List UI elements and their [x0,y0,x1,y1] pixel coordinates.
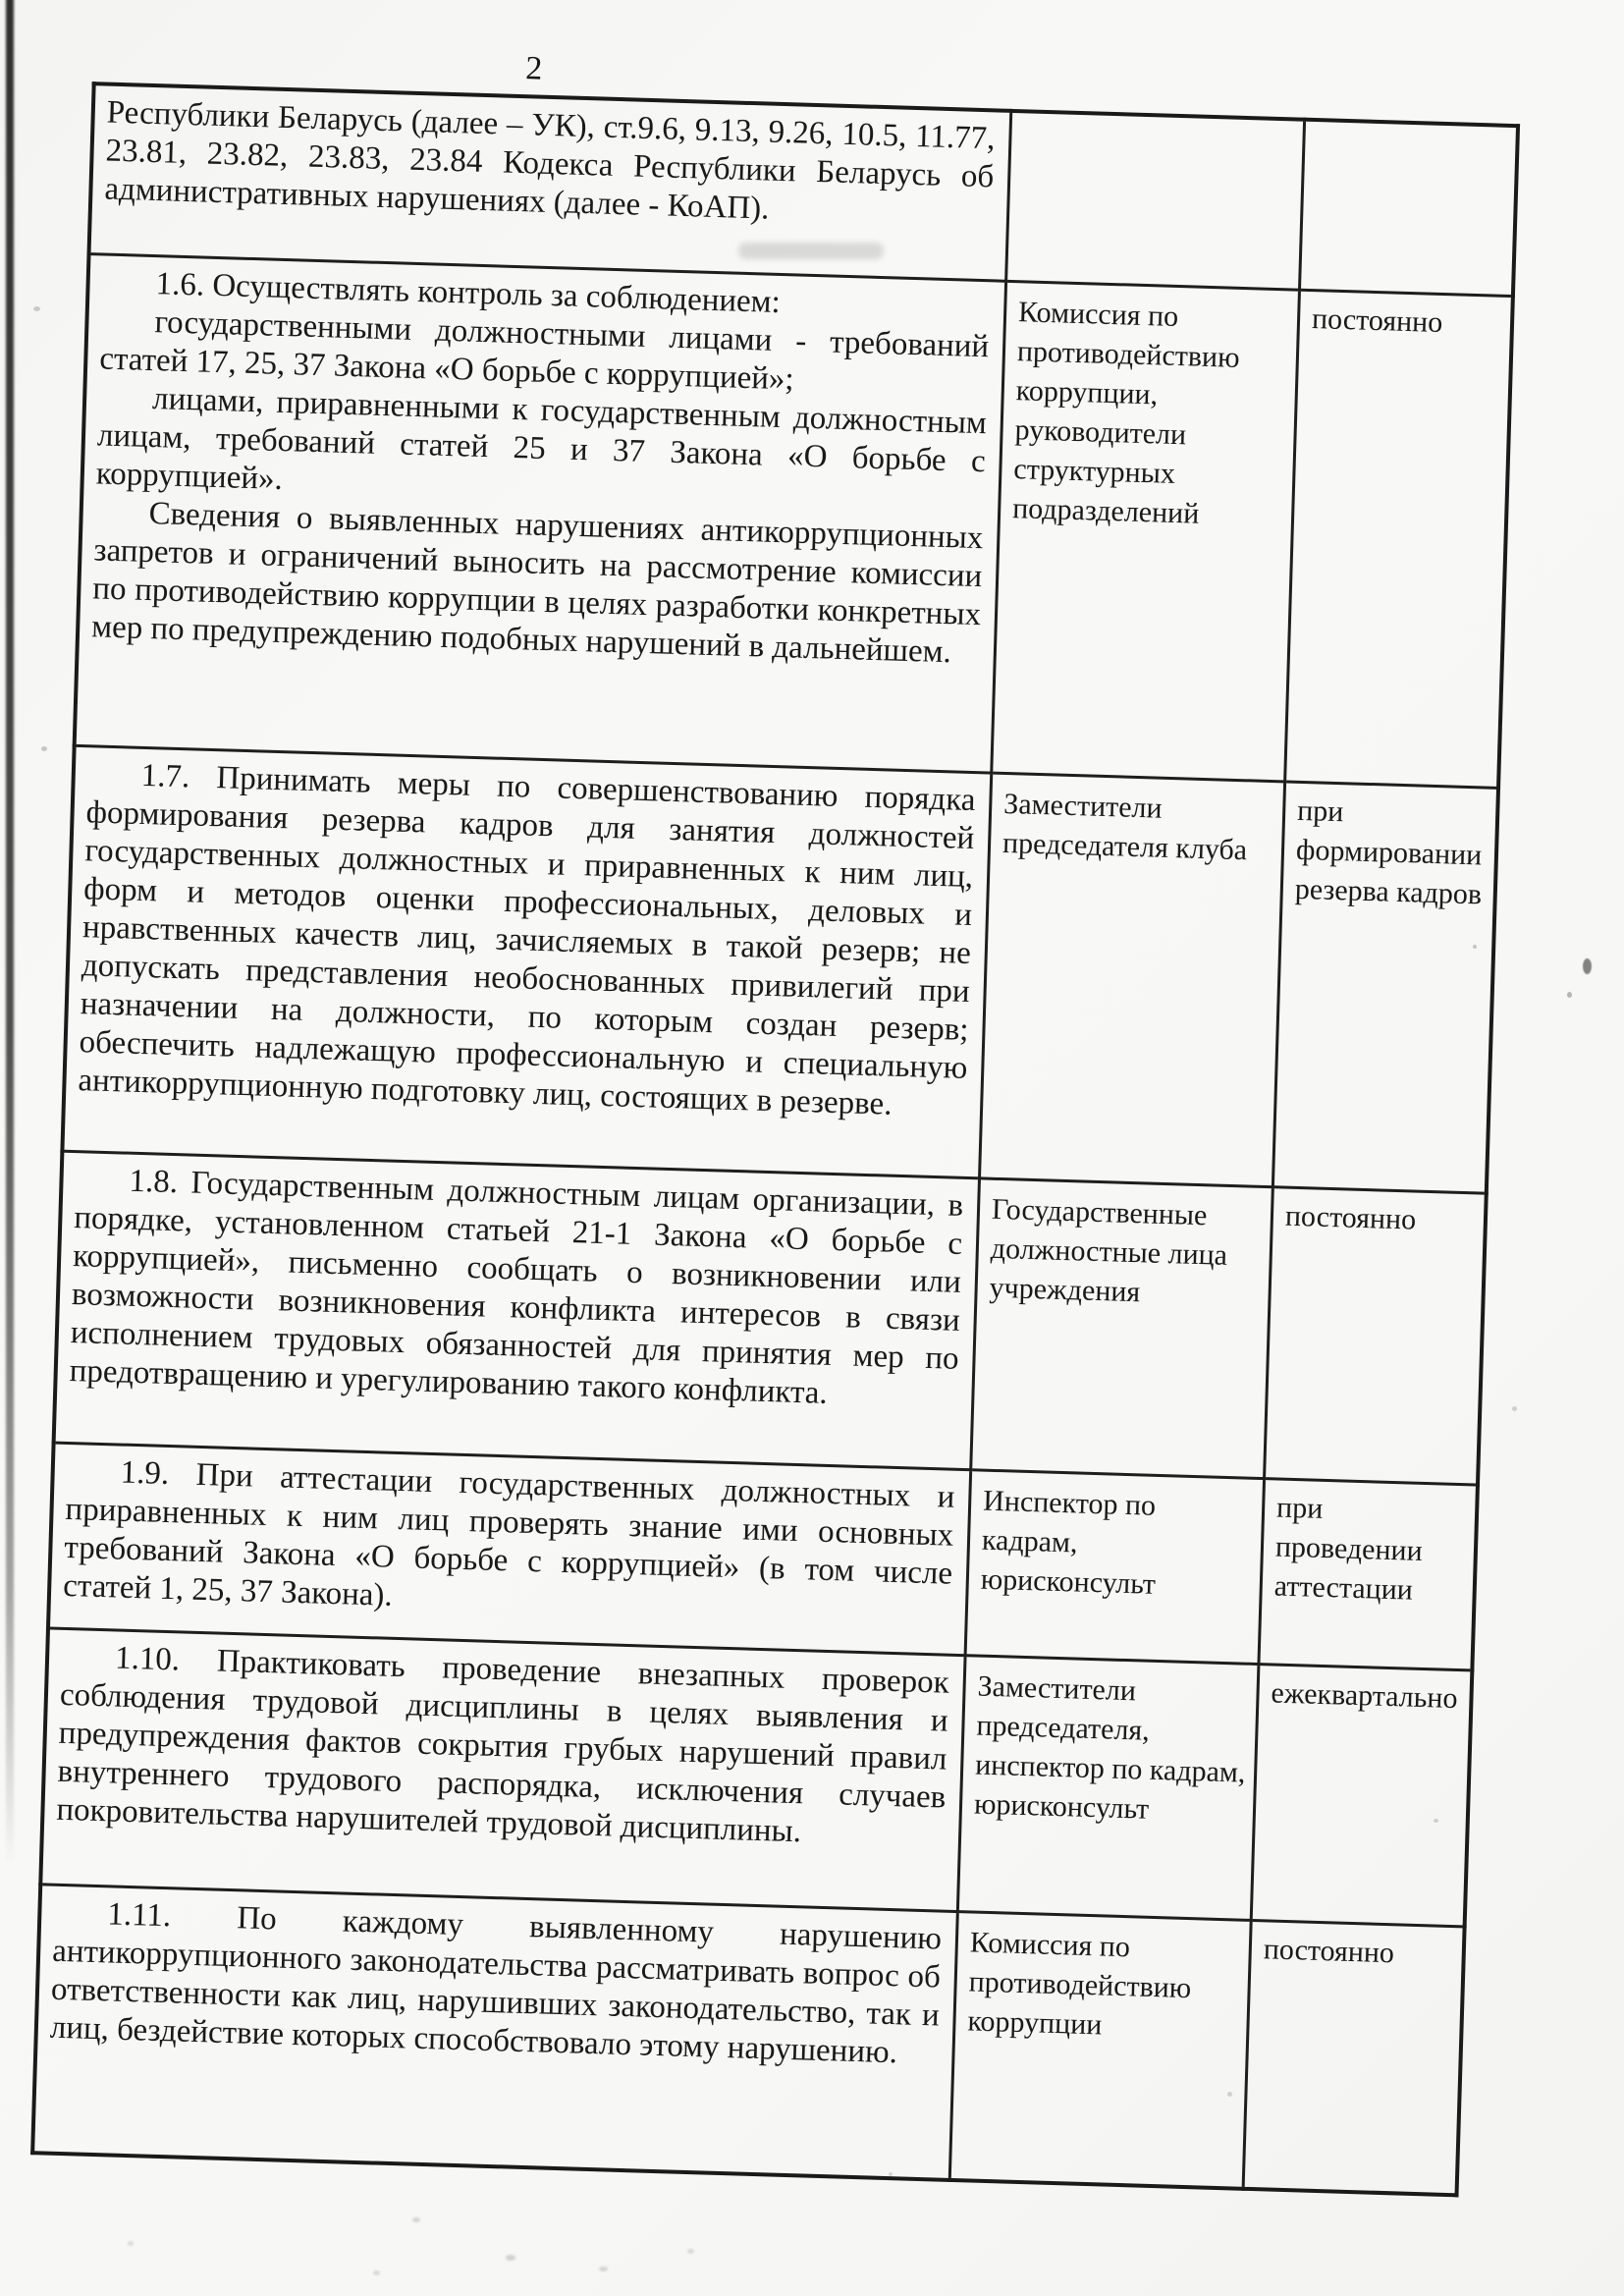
activity-cell [40,1628,965,1912]
term-cell: при проведении аттестации [1259,1479,1478,1670]
activity-paragraph: 1.9. При аттестации государственных должностных и приравненных к ним лиц проверять знание ими основных требований Закона «О борьбе с коррупцией» (в том числе статей 1, 25, 37 Закона). [62,1454,955,1613]
activity-paragraph: 1.8. Государственным должностным лицам организации, в порядке, установленном статьей 21-1 Закона «О борьбе с коррупцией», письменно сообщать о возникновении или возможности возникновения конфликта интересов в связи исполнением трудовых обязанностей для принятия мер по предотвращению и урегулированию такого конфликта. [69,1163,964,1411]
responsible-cell: Заместители председателя клуба [980,773,1285,1187]
activity-paragraph: государственными должностными лицами - требований статей 17, 25, 37 Закона «О борьбе с коррупцией»; [98,304,990,398]
table-row-1-8 [54,1151,1487,1485]
activity-cell [62,745,991,1178]
term-cell: ежеквартально [1251,1665,1472,1927]
activity-paragraph: 1.11. По каждому выявленному нарушению антикоррупционного законодательства рассматривать вопрос об ответственности как лиц, нарушивших законодательство, так и лиц, бездействие которых способствовало этому нарушению. [49,1896,943,2071]
activity-cell [48,1443,971,1656]
activity-cell [32,1885,957,2180]
table-row-1-10 [40,1628,1472,1927]
activity-paragraph: лицами, приравненными к государственным должностным лицам, требований статей 25 и 37 Закона «О борьбе с коррупцией». [95,381,988,498]
responsible-cell: Комиссия по противодействию коррупции, руководители структурных подразделений [992,281,1300,782]
table-row-1-7 [62,745,1498,1193]
activity-paragraph: 1.7. Принимать меры по совершенствованию порядка формирования резерва кадров для занятия должностей государственных должностных и приравненных к ним лиц, форм и методов оценки профессиональных, деловых и нравственных качеств лиц, зачисляемых в такой резерв; не допускать представления необоснованных привилегий при назначении на должности, по которым создан резерв; обеспечить надлежащую профессиональную и специальную антикоррупционную подготовку лиц, состоящих в резерве. [78,757,976,1122]
table-row-1-11 [32,1885,1464,2195]
responsible-cell [1006,111,1305,290]
term-cell [1299,120,1518,297]
activity-paragraph: 1.10. Практиковать проведение внезапных проверок соблюдения трудовой дисциплины в целях выявления и предупреждения фактов сокрытия грубых нарушений правил внутреннего трудового распорядка, исключения случаев покровительства нарушителей трудовой дисциплины. [55,1640,950,1850]
term-cell: при формировании резерва кадров [1272,782,1498,1193]
table-row-1-6 [75,254,1513,789]
responsible-cell: Заместители председателя, инспектор по кадрам, юрисконсульт [957,1656,1259,1921]
responsible-cell: Комиссия по противодействию коррупции [949,1912,1251,2189]
page-number: 2 [524,50,543,87]
term-cell: постоянно [1243,1920,1465,2195]
activity-paragraph: Республики Беларусь (далее – УК), ст.9.6, 9.13, 9.26, 10.5, 11.77, 23.81, 23.82, 23.83, 23.84 Кодекса Республики Беларусь об административных нарушениях (далее - КоАП). [103,94,996,227]
activity-cell [89,83,1011,281]
responsible-cell: Государственные должностные лица учреждения [971,1178,1273,1479]
activity-cell [75,254,1006,774]
page-content [0,39,1483,2195]
term-cell: постоянно [1285,290,1513,788]
term-cell: постоянно [1265,1187,1487,1485]
anticorruption-plan-table [30,82,1520,2197]
activity-cell [54,1151,980,1470]
activity-paragraph: 1.6. Осуществлять контроль за соблюдением: [155,266,782,320]
responsible-cell: Инспектор по кадрам, юрисконсульт [965,1470,1264,1665]
activity-paragraph: Сведения о выявленных нарушениях антикоррупционных запретов и ограничений выносить на рассмотрение комиссии по противодействию коррупции в целях разработки конкретных мер по предупреждению подобных нарушений в дальнейшем. [90,496,984,671]
